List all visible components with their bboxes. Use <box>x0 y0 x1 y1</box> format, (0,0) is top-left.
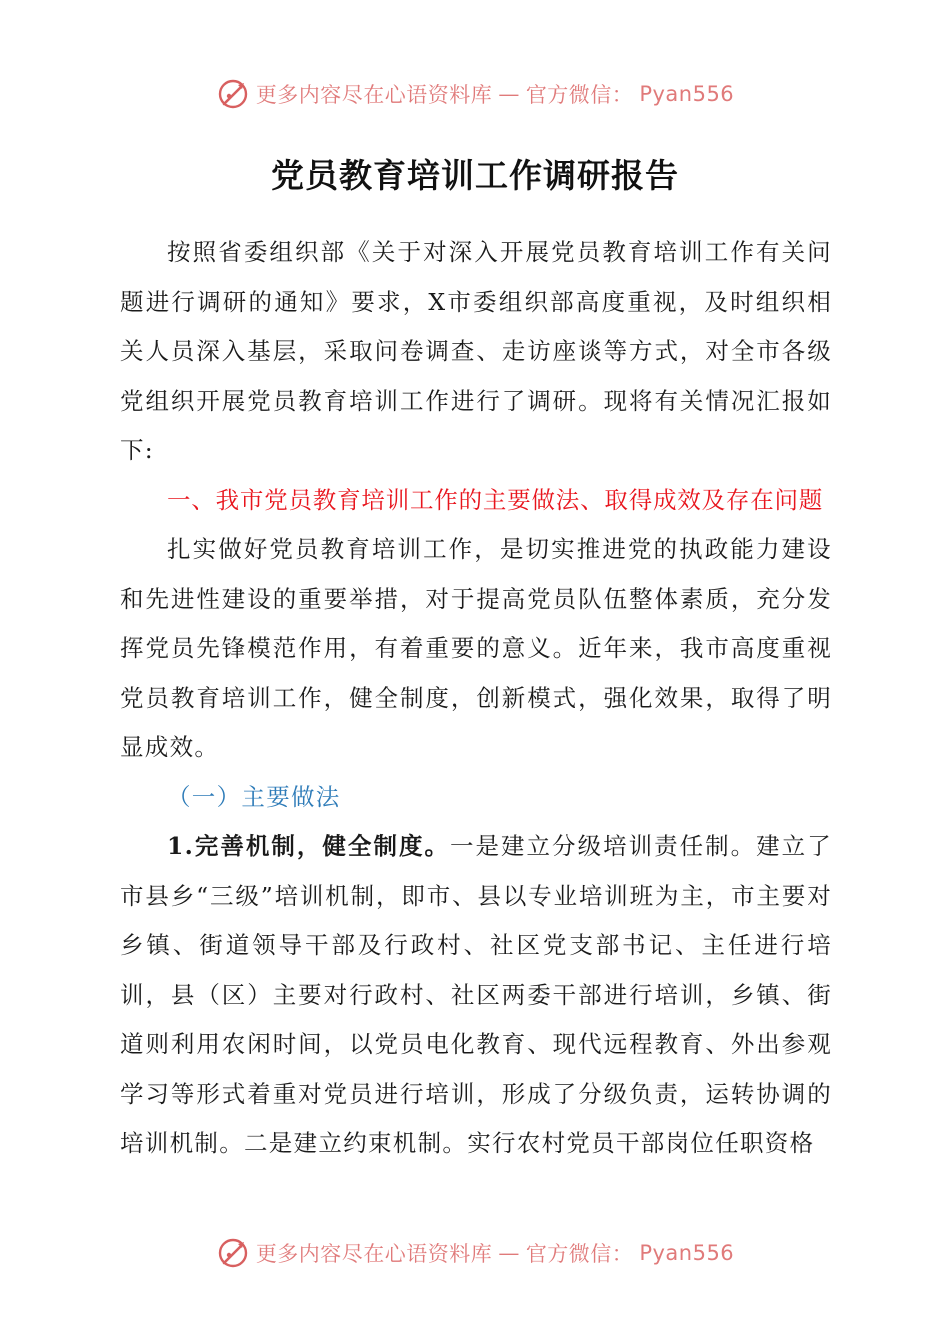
watermark-footer <box>0 1233 950 1273</box>
brand-logo-icon <box>216 1236 250 1270</box>
document-body <box>120 228 832 1169</box>
watermark-header <box>0 74 950 114</box>
document-title: 党员教育培训工作调研报告 <box>271 156 679 195</box>
brand-logo-icon <box>216 77 250 111</box>
intro-paragraph: 按照省委组织部《关于对深入开展党员教育培训工作有关问题进行调研的通知》要求，X市委组织部高度重视，及时组织相关人员深入基层，采取问卷调查、走访座谈等方式，对全市各级党组织开展党员教育培训工作进行了调研。现将有关情况汇报如下: <box>120 238 832 464</box>
watermark-separator: — <box>498 1241 520 1265</box>
section-1-paragraph: 扎实做好党员教育培训工作，是切实推进党的执政能力建设和先进性建设的重要举措，对于提高党员队伍整体素质，充分发挥党员先锋模范作用，有着重要的意义。近年来，我市高度重视党员教育培训工作，健全制度，创新模式，强化效果，取得了明显成效。 <box>120 535 832 761</box>
watermark-wechat-label: 官方微信： <box>525 83 634 107</box>
watermark-text: 更多内容尽在心语资料库 <box>255 1242 493 1266</box>
section-1-heading: 一、我市党员教育培训工作的主要做法、取得成效及存在问题 <box>167 485 824 514</box>
item-1-text: 一是建立分级培训责任制。建立了市县乡“三级”培训机制，即市、县以专业培训班为主，市主要对乡镇、街道领导干部及行政村、社区党支部书记、主任进行培训，县（区）主要对行政村、社区两委干部进行培训，乡镇、街道则利用农闲时间，以党员电化教育、现代远程教育、外出参观学习等形式着重对党员进行培训，形成了分级负责，运转协调的培训机制。二是建立约束机制。实行农村党员干部岗位任职资格 <box>120 832 833 1157</box>
watermark-wechat-label: 官方微信： <box>525 1242 634 1266</box>
subsection-1-heading: （一）主要做法 <box>167 782 341 811</box>
watermark-wechat-id: Pyan556 <box>639 82 735 106</box>
watermark-wechat-id: Pyan556 <box>639 1241 735 1265</box>
watermark-text: 更多内容尽在心语资料库 <box>255 83 493 107</box>
watermark-separator: — <box>498 82 520 106</box>
item-1-paragraph <box>120 822 832 1169</box>
item-1-lead: 1.完善机制，健全制度。 <box>167 832 450 860</box>
